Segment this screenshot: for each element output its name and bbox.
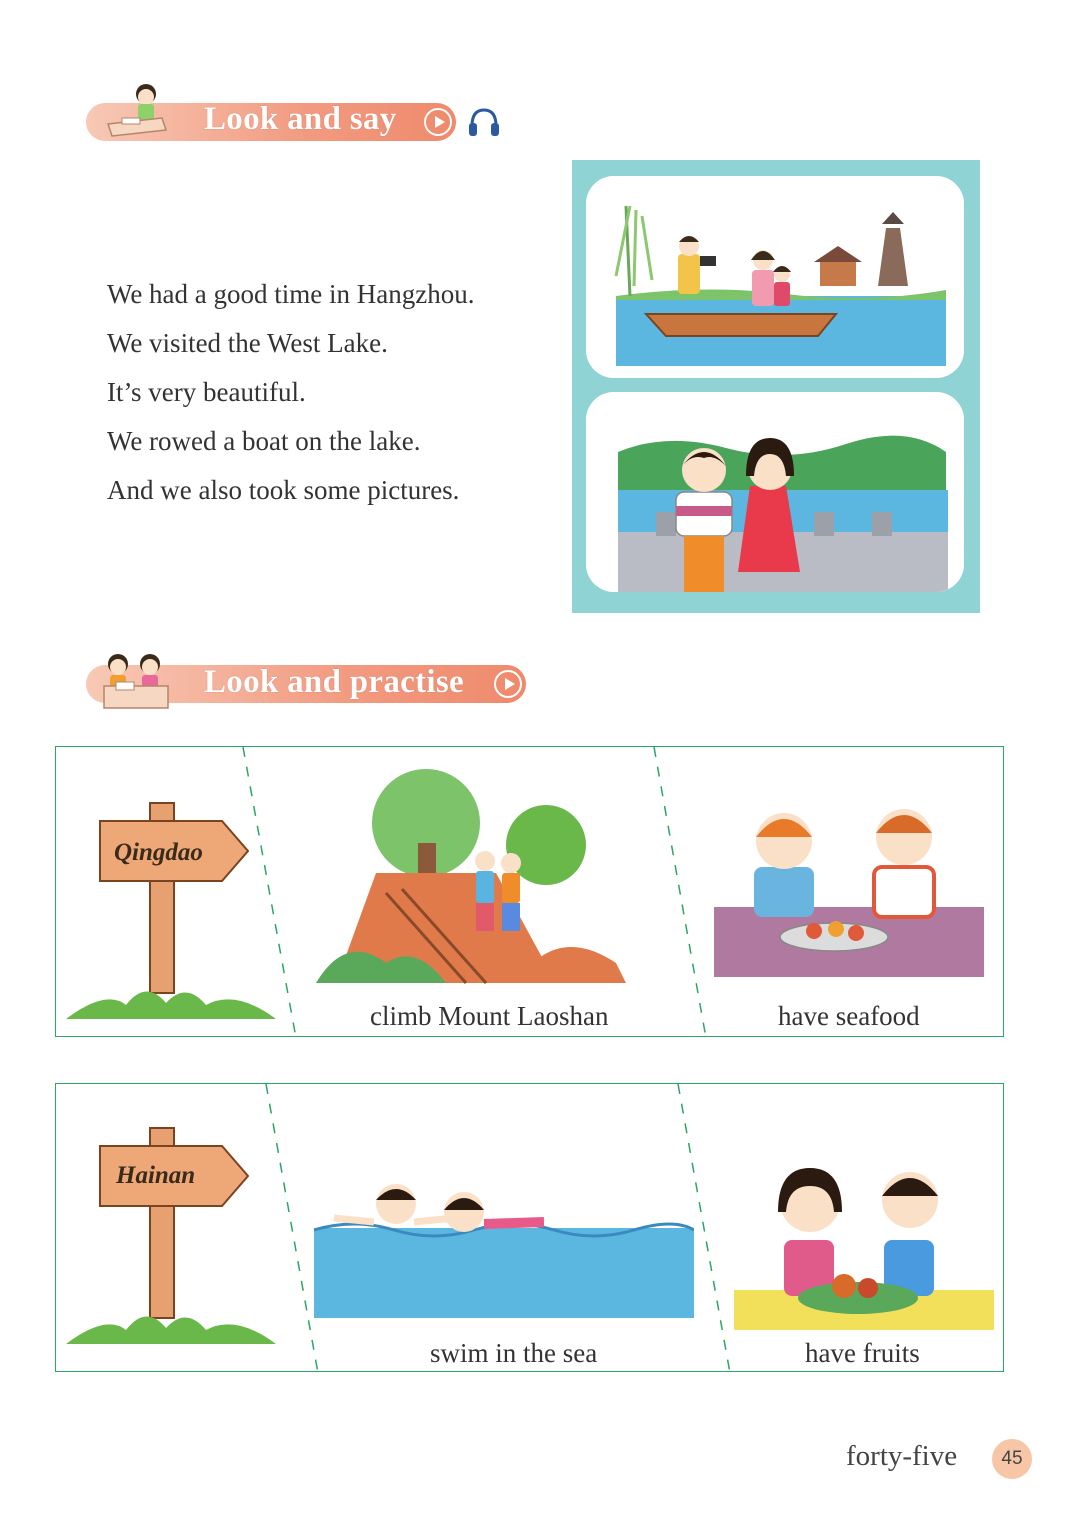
kids-by-west-lake-illustration: [586, 392, 964, 592]
headphones-icon[interactable]: [466, 104, 502, 140]
play-icon[interactable]: [494, 670, 522, 698]
two-kids-reading-mascot-icon: [98, 648, 176, 710]
activity-caption: swim in the sea: [430, 1338, 598, 1368]
activity-caption: climb Mount Laoshan: [370, 1001, 609, 1031]
activity-caption: have seafood: [778, 1001, 920, 1031]
passage-line: It’s very beautiful.: [107, 377, 306, 407]
illustration-panel: [572, 160, 980, 613]
place-name-hainan: Hainan: [116, 1162, 196, 1189]
page-number-badge: 45: [992, 1439, 1032, 1479]
girl-reading-mascot-icon: [100, 78, 170, 144]
passage-line: We visited the West Lake.: [107, 328, 388, 358]
passage-line: We had a good time in Hangzhou.: [107, 279, 475, 309]
place-name-qingdao: Qingdao: [114, 839, 203, 866]
passage-line: We rowed a boat on the lake.: [107, 426, 421, 456]
passage-line: And we also took some pictures.: [107, 475, 460, 505]
signpost-icon: [66, 1124, 280, 1354]
eating-fruits-illustration: [734, 1160, 994, 1340]
practise-row-hainan: [55, 1083, 1004, 1372]
page-number-word: forty-five: [846, 1440, 958, 1472]
boat-on-lake-illustration: [586, 176, 964, 378]
practise-row-qingdao: [55, 746, 1004, 1037]
activity-caption: have fruits: [805, 1338, 920, 1368]
mountain-climbing-illustration: [316, 763, 636, 993]
signpost-icon: [66, 799, 280, 1029]
look-and-practise-title: Look and practise: [204, 664, 464, 700]
reading-passage: [107, 270, 474, 515]
look-and-say-title: Look and say: [204, 101, 397, 137]
eating-seafood-illustration: [714, 787, 984, 977]
play-icon[interactable]: [424, 108, 452, 136]
swimming-illustration: [314, 1178, 694, 1318]
